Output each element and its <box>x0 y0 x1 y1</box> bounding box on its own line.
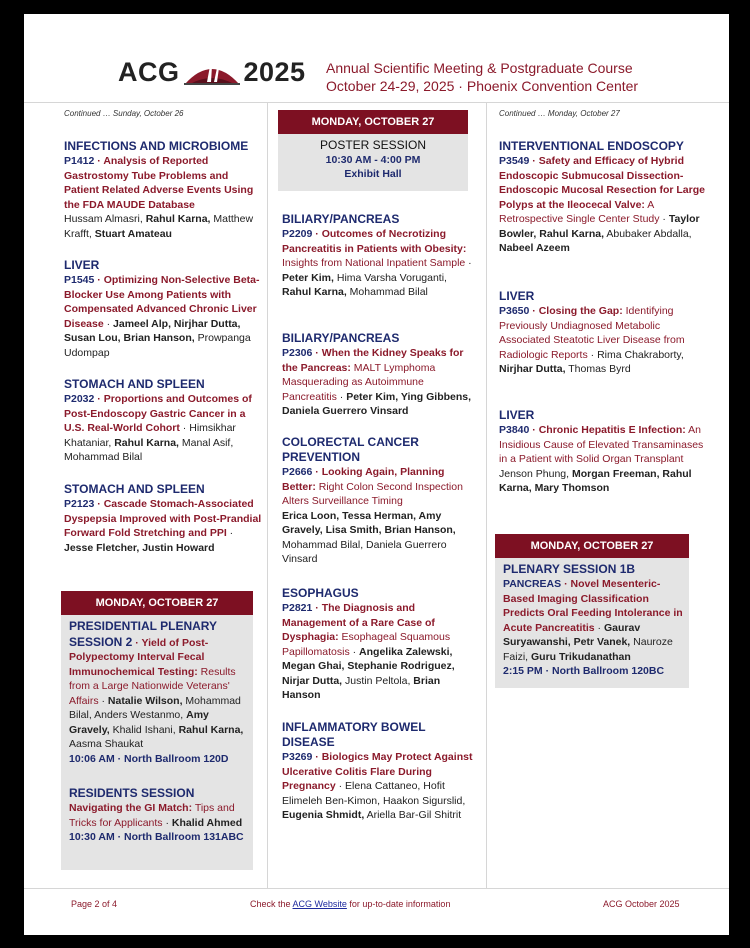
abstract-p3840: LIVER P3840 · Chronic Hepatitis E Infection: An Insidious Cause of Elevated Transaminases in a Patient with Solid Organ Transplant Jenson Phung, Morgan Freeman, Rahul Karna, Mary Thomson <box>499 408 709 496</box>
column-middle <box>268 103 487 889</box>
abstract-title: Analysis of Reported Gastrostomy Tube Problems and Patient Related Adverse Events Using the FDA MAUDE Database <box>64 155 254 211</box>
abstract-id: P2209 <box>282 228 313 240</box>
abstract-p3650: LIVER P3650 · Closing the Gap: Identifying Previously Undiagnosed Metabolic Associated Steatotic Liver Disease from Radiologic Reports · Rima Chakraborty, Nirjhar Dutta, Thomas Byrd <box>499 289 709 377</box>
abstract-title: Chronic Hepatitis E Infection: <box>538 424 686 436</box>
abstract-title: Outcomes of Necrotizing Pancreatitis in Patients with Obesity: <box>282 228 467 255</box>
desert-landscape-icon <box>184 58 240 86</box>
abstract-title: The Diagnosis and Management of a Rare Case of Dysphagia: <box>282 602 435 643</box>
abstract-title: Proportions and Outcomes of Post-Endoscopy Gastric Cancer in a U.S. Real-World Cohort <box>64 393 252 434</box>
category-heading: COLORECTAL CANCER PREVENTION <box>282 435 419 464</box>
day-banner: MONDAY, OCTOBER 27 <box>495 534 689 558</box>
category-heading: LIVER <box>499 408 535 422</box>
day-banner: MONDAY, OCTOBER 27 <box>278 110 468 134</box>
abstract-id: P1412 <box>64 155 95 167</box>
meeting-title: Annual Scientific Meeting & Postgraduate Course <box>326 60 633 76</box>
abstract-id: P3269 <box>282 751 313 763</box>
abstract-p2306: BILIARY/PANCREAS P2306 · When the Kidney Speaks for the Pancreas: MALT Lymphoma Masquerading as Autoimmune Pancreatitis · Peter Kim, Ying Gibbens, Daniela Guerrero Vinsard <box>282 331 478 419</box>
session-time-location: 10:30 AM · North Ballroom 131ABC <box>69 831 244 843</box>
poster-session-box <box>278 134 468 191</box>
session-title: Novel Mesenteric-Based Imaging Classification Predicts Oral Feeding Intolerance in Acute Pancreatitis <box>503 578 683 634</box>
abstract-title: Closing the Gap: <box>538 305 623 317</box>
acg-logo <box>118 54 306 90</box>
page-header <box>24 14 729 103</box>
abstract-id: P3549 <box>499 155 530 167</box>
abstract-p2032: STOMACH AND SPLEEN P2032 · Proportions and Outcomes of Post-Endoscopy Gastric Cancer in a U.S. Real-World Cohort · Himsikhar Khataniar, Rahul Karna, Manal Asif, Mohammad Bilal <box>64 377 264 465</box>
abstract-title: When the Kidney Speaks for the Pancreas: <box>282 347 464 374</box>
category-heading: INTERVENTIONAL ENDOSCOPY <box>499 139 684 153</box>
session-subheading: PANCREAS <box>503 578 562 590</box>
category-heading: LIVER <box>499 289 535 303</box>
column-left <box>24 103 268 889</box>
abstract-p2209: BILIARY/PANCREAS P2209 · Outcomes of Necrotizing Pancreatitis in Patients with Obesity: Insights from National Inpatient Sample · Peter Kim, Hima Varsha Voruganti, Rahul Karna, Mohammad Bilal <box>282 212 478 300</box>
abstract-p2666: COLORECTAL CANCER PREVENTION P2666 · Looking Again, Planning Better: Right Colon Second Inspection Alters Surveillance Timing Erica Loon, Tessa Herman, Amy Gravely, Lisa Smith, Brian Hanson, Mohammad Bilal, Daniela Guerrero Vinsard <box>282 435 478 567</box>
abstract-p1412: INFECTIONS AND MICROBIOME P1412 · Analysis of Reported Gastrostomy Tube Problems and Patient Related Adverse Events Using the FDA MAUDE Database Hussam Almasri, Rahul Karna, Matthew Krafft, Stuart Amateau <box>64 139 264 241</box>
session-time-location: 10:06 AM · North Ballroom 120D <box>69 752 229 765</box>
session-title: Navigating the GI Match: <box>69 802 193 814</box>
footer-divider <box>24 888 729 889</box>
session-heading: PRESIDENTIAL PLENARY SESSION 2 <box>69 619 217 649</box>
poster-session-place: Exhibit Hall <box>344 168 402 180</box>
continued-note: Continued … Monday, October 27 <box>499 109 620 118</box>
logo-acg-text: ACG <box>118 56 180 87</box>
abstract-title: Biologics May Protect Against Ulcerative Colitis Flare During Pregnancy <box>282 751 473 792</box>
plenary-session-1b: PLENARY SESSION 1B PANCREAS · Novel Mesenteric-Based Imaging Classification Predicts Oral Feeding Intolerance in Acute Pancreatitis · Gaurav Suryawanshi, Petr Vanek, Nauroze Faizi, Guru Trikudanathan 2:15 PM · North Ballroom 120BC <box>503 562 689 679</box>
meeting-dates-location: October 24-29, 2025 · Phoenix Convention Center <box>326 78 639 94</box>
category-heading: ESOPHAGUS <box>282 586 359 600</box>
abstract-title: Cascade Stomach-Associated Dyspepsia Improved with Post-Prandial Forward Fold Stretching and PPI <box>64 498 262 539</box>
abstract-id: P3650 <box>499 305 530 317</box>
column-right <box>487 103 729 889</box>
abstract-p3549: INTERVENTIONAL ENDOSCOPY P3549 · Safety and Efficacy of Hybrid Endoscopic Submucosal Dissection-Endoscopic Mucosal Resection for Large Polyps at the Ileocecal Valve: A Retrospective Single Center Study · Taylor Bowler, Rahul Karna, Abubaker Abdalla, Nabeel Azeem <box>499 139 709 256</box>
session-time-location: 2:15 PM · North Ballroom 120BC <box>503 665 665 677</box>
poster-session-time: 10:30 AM - 4:00 PM <box>325 154 421 166</box>
abstract-id: P1545 <box>64 274 95 286</box>
session-heading: PLENARY SESSION 1B <box>503 562 636 576</box>
day-banner: MONDAY, OCTOBER 27 <box>61 591 253 615</box>
footer-edition: ACG October 2025 <box>603 899 680 909</box>
session-title: Yield of Post-Polypectomy Interval Fecal Immunochemical Testing: <box>69 636 209 678</box>
category-heading: STOMACH AND SPLEEN <box>64 482 205 496</box>
poster-session-title: POSTER SESSION <box>319 138 427 152</box>
abstract-title: Safety and Efficacy of Hybrid Endoscopic Submucosal Dissection-Endoscopic Mucosal Resection for Large Polyps at the Ileocecal Valve: <box>499 155 705 211</box>
residents-session: RESIDENTS SESSION Navigating the GI Match: Tips and Tricks for Applicants · Khalid Ahmed 10:30 AM · North Ballroom 131ABC <box>69 786 251 845</box>
acg-website-link[interactable]: ACG Website <box>292 899 347 909</box>
abstract-id: P2123 <box>64 498 95 510</box>
page-number: Page 2 of 4 <box>71 899 118 909</box>
page <box>24 14 729 935</box>
category-heading: INFLAMMATORY BOWEL DISEASE <box>282 720 426 749</box>
logo-year-text: 2025 <box>243 56 306 87</box>
abstract-p1545: LIVER P1545 · Optimizing Non-Selective Beta-Blocker Use Among Patients with Compensated Advanced Chronic Liver Disease · Jameel Alp, Nirjhar Dutta, Susan Lou, Brian Hanson, Prowpanga Udompap <box>64 258 264 360</box>
abstract-id: P2306 <box>282 347 313 359</box>
category-heading: BILIARY/PANCREAS <box>282 212 400 226</box>
abstract-id: P2666 <box>282 466 313 478</box>
presidential-plenary-session: PRESIDENTIAL PLENARY SESSION 2 · Yield of Post-Polypectomy Interval Fecal Immunochemical Testing: Results from a Large Nationwide Veterans' Affairs · Natalie Wilson, Mohammad Bilal, Anders Westanmo, Amy Gravely, Khalid Ishani, Rahul Karna, Aasma Shaukat 10:06 AM · North Ballroom 120D <box>69 619 244 765</box>
category-heading: INFECTIONS AND MICROBIOME <box>64 139 249 153</box>
abstract-title: Looking Again, Planning Better: <box>282 466 445 493</box>
footer-check-note: Check the ACG Website for up-to-date information <box>250 899 451 909</box>
abstract-id: P3840 <box>499 424 530 436</box>
abstract-id: P2821 <box>282 602 313 614</box>
session-heading: RESIDENTS SESSION <box>69 786 195 800</box>
category-heading: LIVER <box>64 258 100 272</box>
category-heading: STOMACH AND SPLEEN <box>64 377 205 391</box>
abstract-p2123: STOMACH AND SPLEEN P2123 · Cascade Stomach-Associated Dyspepsia Improved with Post-Prandial Forward Fold Stretching and PPI · Jesse Fletcher, Justin Howard <box>64 482 264 555</box>
continued-note: Continued … Sunday, October 26 <box>64 109 184 118</box>
category-heading: BILIARY/PANCREAS <box>282 331 400 345</box>
abstract-p3269: INFLAMMATORY BOWEL DISEASE P3269 · Biologics May Protect Against Ulcerative Colitis Flare During Pregnancy · Elena Cattaneo, Hofit Elimeleh Ben-Kimon, Haakon Sigurslid, Eugenia Shmidt, Ariella Bar-Gil Shitrit <box>282 720 478 823</box>
abstract-title: Optimizing Non-Selective Beta-Blocker Use Among Patients with Compensated Advanced Chronic Liver Disease <box>64 274 260 330</box>
abstract-id: P2032 <box>64 393 95 405</box>
abstract-p2821: ESOPHAGUS P2821 · The Diagnosis and Management of a Rare Case of Dysphagia: Esophageal Squamous Papillomatosis · Angelika Zalewski, Megan Ghai, Stephanie Rodriguez, Nirjar Dutta, Justin Peltola, Brian Hanson <box>282 586 478 703</box>
